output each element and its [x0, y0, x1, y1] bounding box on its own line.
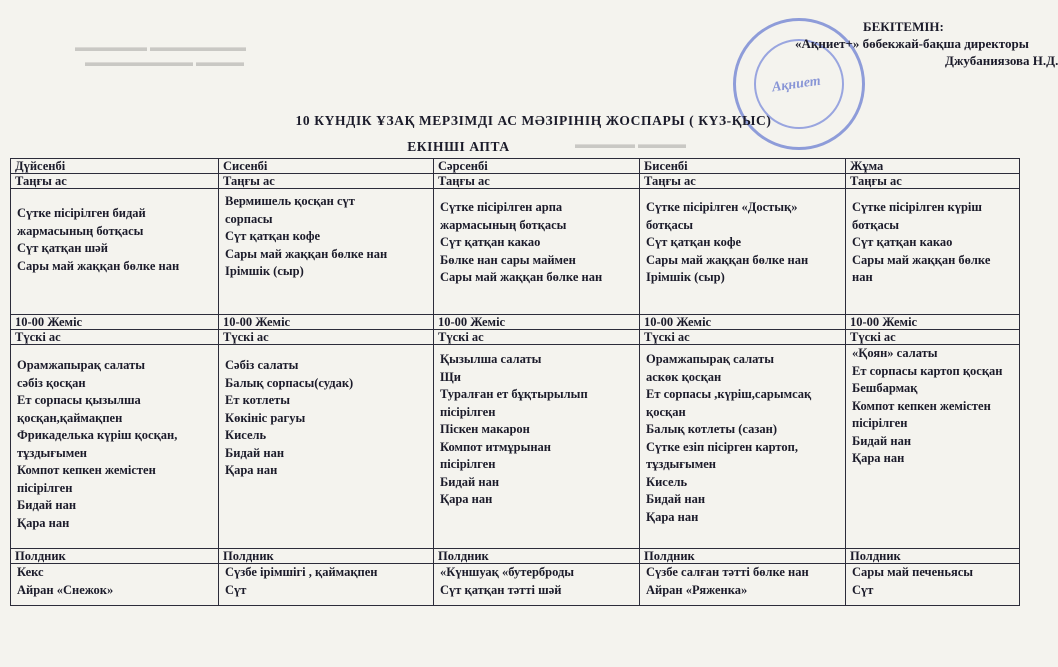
menu-item: Сүт қатқан какао	[852, 235, 953, 249]
menu-item: Ет сорпасы картоп қосқан	[852, 363, 1003, 378]
menu-item: Қара нан	[17, 515, 70, 530]
meal-label-breakfast: Таңғы ас	[640, 174, 846, 189]
snack-label: 10-00 Жеміс	[219, 315, 434, 330]
menu-item: Қызылша салаты	[440, 352, 542, 366]
menu-item: Сары май жаққан бөлке нан	[225, 246, 388, 261]
meal-label-afternoon: Полдник	[846, 549, 1020, 564]
menu-item: Қара нан	[852, 451, 905, 465]
menu-item: тұздығымен	[646, 457, 716, 471]
menu-item: қосқан	[646, 404, 686, 419]
menu-item: жармасының ботқасы	[17, 223, 144, 238]
meal-label-breakfast: Таңғы ас	[11, 174, 219, 189]
afternoon-items-row	[11, 564, 1020, 606]
breakfast-cell	[434, 189, 640, 315]
menu-item: Ірімшік (сыр)	[225, 264, 304, 278]
menu-item: Бидай нан	[646, 492, 706, 506]
menu-item: Көкініс рагуы	[225, 410, 306, 425]
menu-item: Вермишель қосқан сүт	[225, 194, 355, 208]
meal-label-breakfast: Таңғы ас	[846, 174, 1020, 189]
menu-item: пісірілген	[17, 480, 73, 495]
menu-item: Щи	[440, 369, 461, 384]
menu-item: Ет котлеты	[225, 393, 291, 407]
menu-item: Туралған ет бұқтырылып	[440, 387, 588, 401]
breakfast-cell	[640, 189, 846, 315]
menu-item: Қара нан	[646, 509, 699, 524]
menu-item: жармасының ботқасы	[440, 217, 567, 232]
menu-item: Сары май печеньясы	[852, 565, 974, 579]
menu-item: Орамжапырақ салаты	[646, 352, 774, 366]
breakfast-cell	[846, 189, 1020, 315]
menu-item: Бидай нан	[852, 433, 912, 448]
day-header: Сисенбі	[219, 159, 434, 174]
menu-item: Сүзбе ірімшігі , қаймақпен	[225, 565, 378, 579]
menu-item: Бешбармақ	[852, 381, 918, 395]
bleed-through-text: ▬▬▬▬▬ ▬▬▬▬	[575, 137, 686, 151]
snack-row	[11, 315, 1020, 330]
meal-label-breakfast: Таңғы ас	[219, 174, 434, 189]
approval-line-director: «Ақниет+» бөбекжай-бақша директоры	[795, 36, 1029, 51]
day-header: Жұма	[846, 159, 1020, 174]
menu-item: Сары май жаққан бөлке нан	[646, 252, 809, 267]
menu-item: аскөк қосқан	[646, 369, 722, 384]
menu-item: Сүтке пісірілген «Достық»	[646, 200, 798, 214]
snack-label: 10-00 Жеміс	[434, 315, 640, 330]
menu-item: Сүт қатқан кофе	[646, 235, 742, 249]
menu-item: Сүтке езіп пісірген картоп,	[646, 439, 798, 454]
afternoon-cell	[11, 564, 219, 606]
afternoon-cell	[640, 564, 846, 606]
meal-label-afternoon: Полдник	[11, 549, 219, 564]
approval-line-name: Джубаниязова Н.Д.	[945, 53, 1058, 68]
menu-item: пісірілген	[440, 457, 496, 471]
menu-item: Айран «Снежок»	[17, 582, 114, 597]
bleed-through-text: ▬▬▬▬▬▬▬▬▬ ▬▬▬▬	[85, 55, 244, 69]
afternoon-cell	[846, 564, 1020, 606]
approval-title: БЕКІТЕМІН:	[863, 19, 944, 34]
afternoon-cell	[434, 564, 640, 606]
afternoon-label-row	[11, 549, 1020, 564]
menu-item: ботқасы	[852, 217, 900, 232]
lunch-cell	[219, 345, 434, 549]
menu-item: «Күншуақ «бутерброды	[440, 565, 575, 579]
snack-label: 10-00 Жеміс	[640, 315, 846, 330]
breakfast-cell	[219, 189, 434, 315]
day-header: Бисенбі	[640, 159, 846, 174]
menu-item: пісірілген	[852, 416, 908, 430]
menu-item: сәбіз қосқан	[17, 375, 86, 390]
menu-item: Орамжапырақ салаты	[17, 358, 145, 372]
lunch-cell	[434, 345, 640, 549]
menu-item: Сары май жаққан бөлке нан	[17, 258, 180, 273]
menu-item: Сәбіз салаты	[225, 358, 299, 372]
menu-item: нан	[852, 270, 873, 284]
menu-item: Бидай нан	[440, 474, 500, 489]
day-header: Дүйсенбі	[11, 159, 219, 174]
menu-item: Фрикаделька күріш қосқан,	[17, 428, 178, 442]
menu-item: Бөлке нан сары маймен	[440, 252, 576, 267]
menu-item: Піскен макарон	[440, 422, 530, 436]
menu-item: ботқасы	[646, 217, 694, 232]
menu-item: Қара нан	[225, 463, 278, 477]
menu-item: Ет сорпасы ,күріш,сарымсақ	[646, 387, 812, 401]
menu-item: Компот итмұрынан	[440, 439, 551, 454]
meal-label-afternoon: Полдник	[640, 549, 846, 564]
menu-item: Кекс	[17, 565, 44, 579]
menu-item: Бидай нан	[225, 445, 285, 460]
menu-item: сорпасы	[225, 211, 273, 226]
menu-item: Компот кепкен жемістен	[852, 398, 991, 413]
menu-item: Сүт қатқан какао	[440, 235, 541, 249]
meal-label-lunch: Түскі ас	[846, 330, 1020, 345]
menu-item: Сүт қатқан шәй	[17, 241, 108, 255]
menu-item: Қара нан	[440, 492, 493, 506]
menu-item: тұздығымен	[17, 445, 87, 460]
breakfast-items-row	[11, 189, 1020, 315]
approval-block	[795, 18, 1058, 68]
meal-label-lunch: Түскі ас	[640, 330, 846, 345]
meal-label-lunch: Түскі ас	[11, 330, 219, 345]
menu-item: Сүтке пісірілген бидай	[17, 206, 146, 220]
afternoon-cell	[219, 564, 434, 606]
document-title: 10 КҮНДІК ҰЗАҚ МЕРЗІМДІ АС МӘЗІРІНІҢ ЖОСПАРЫ ( КҮЗ-ҚЫС)	[295, 113, 772, 128]
snack-label: 10-00 Жеміс	[846, 315, 1020, 330]
menu-item: Сүтке пісірілген арпа	[440, 200, 563, 214]
lunch-cell	[640, 345, 846, 549]
lunch-cell	[846, 345, 1020, 549]
menu-item: Ірімшік (сыр)	[646, 270, 725, 284]
meal-label-breakfast: Таңғы ас	[434, 174, 640, 189]
document-subtitle: ЕКІНШІ АПТА	[407, 139, 510, 154]
menu-item: Кисель	[646, 474, 688, 489]
seal-word: Ақниет	[771, 73, 822, 96]
menu-item: Сүт	[852, 582, 874, 597]
lunch-items-row	[11, 345, 1020, 549]
breakfast-cell	[11, 189, 219, 315]
menu-item: Айран «Ряженка»	[646, 582, 748, 597]
meal-label-lunch: Түскі ас	[219, 330, 434, 345]
menu-item: Балық котлеты (сазан)	[646, 422, 778, 436]
menu-item: Сары май жаққан бөлке	[852, 252, 991, 267]
menu-item: пісірілген	[440, 404, 496, 419]
menu-item: «Қоян» салаты	[852, 346, 938, 360]
menu-item: Сүт қатқан кофе	[225, 229, 321, 243]
lunch-label-row	[11, 330, 1020, 345]
menu-item: Сүтке пісірілген күріш	[852, 200, 982, 214]
meal-label-lunch: Түскі ас	[434, 330, 640, 345]
menu-item: Сары май жаққан бөлке нан	[440, 270, 603, 284]
lunch-cell	[11, 345, 219, 549]
bleed-through-text: ▬▬▬▬▬▬ ▬▬▬▬▬▬▬▬	[75, 40, 246, 54]
days-header-row	[11, 159, 1020, 174]
menu-item: Кисель	[225, 428, 267, 442]
meal-label-afternoon: Полдник	[219, 549, 434, 564]
meal-label-afternoon: Полдник	[434, 549, 640, 564]
menu-item: Ет сорпасы қызылша	[17, 393, 141, 407]
snack-label: 10-00 Жеміс	[11, 315, 219, 330]
menu-item: Сүт қатқан тәтті шәй	[440, 582, 562, 597]
menu-table	[10, 158, 1020, 606]
menu-item: қосқан,қаймақпен	[17, 410, 123, 425]
day-header: Сәрсенбі	[434, 159, 640, 174]
menu-item: Сүт	[225, 582, 247, 597]
breakfast-label-row	[11, 174, 1020, 189]
menu-item: Сүзбе салған тәтті бөлке нан	[646, 565, 809, 579]
menu-item: Балық сорпасы(судак)	[225, 375, 354, 390]
menu-item: Компот кепкен жемістен	[17, 463, 156, 477]
menu-item: Бидай нан	[17, 498, 77, 512]
